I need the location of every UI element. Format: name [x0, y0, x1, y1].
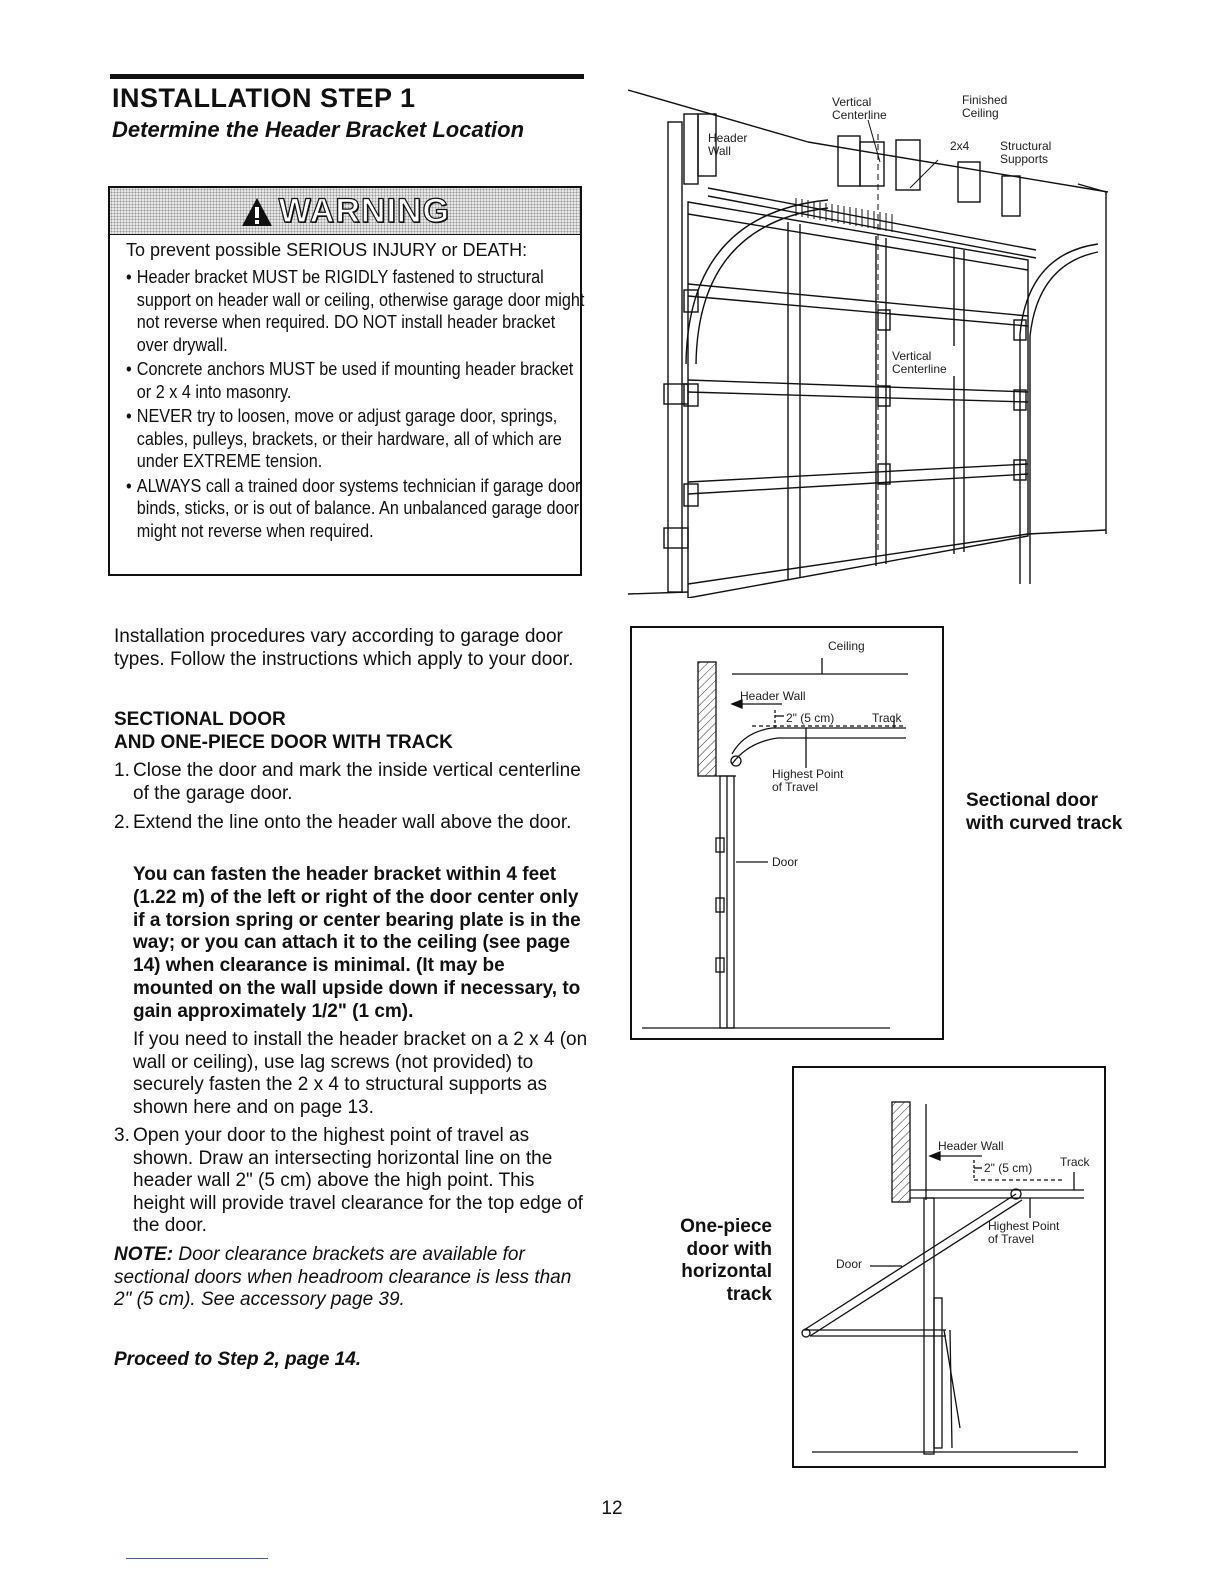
step-text: Open your door to the highest point of travel as shown. Draw an intersecting horizontal line on the header wall 2" (5 cm) above the high point. This height will provide travel clearance for the top edge of the door.: [133, 1125, 583, 1236]
label-track: Track: [1060, 1155, 1090, 1169]
warning-intro: To prevent possible SERIOUS INJURY or DEATH:: [126, 240, 528, 260]
label-header-wall: Header Wall: [938, 1139, 1004, 1153]
label-centerline: Centerline: [832, 108, 887, 122]
warning-item: • Concrete anchors MUST be used if mounting header bracket or 2 x 4 into masonry.: [126, 358, 585, 403]
label-highest-point: Highest Point: [772, 767, 844, 781]
note-text: Door clearance brackets are available for sectional doors when headroom clearance is less than 2" (5 cm). See accessory page 39.: [114, 1244, 572, 1310]
label-vertical-inner: Vertical: [892, 349, 932, 363]
footer-underline: [126, 1558, 268, 1559]
label-2x4: 2x4: [950, 139, 970, 153]
warning-list: [126, 266, 585, 544]
step-number: 1.: [114, 760, 130, 781]
step-number: 3.: [114, 1125, 130, 1146]
warning-item: • Header bracket MUST be RIGIDLY fastened to structural support on header wall or ceiling, otherwise garage door might not reverse when required. DO NOT install header bracket over drywall.: [126, 266, 585, 356]
label-highest-point: Highest Point: [988, 1219, 1060, 1233]
lag-screw-note: If you need to install the header bracket on a 2 x 4 (on wall or ceiling), use lag screws (not provided) to securely fasten the 2 x 4 to structural supports as shown here and on page 13.: [133, 1029, 588, 1118]
label-of-travel: of Travel: [988, 1232, 1035, 1246]
note-label: NOTE:: [114, 1244, 174, 1265]
label-vertical: Vertical: [832, 95, 872, 109]
curved-track-diagram-box: [630, 626, 944, 1040]
step-subtitle: Determine the Header Bracket Location: [112, 117, 525, 142]
step-number: 2.: [114, 812, 130, 833]
horizontal-track-caption: One-piece door with horizontal track: [680, 1216, 772, 1305]
section-heading-line-2: AND ONE-PIECE DOOR WITH TRACK: [114, 732, 453, 753]
step-title: INSTALLATION STEP 1: [112, 83, 416, 113]
label-centerline-inner: Centerline: [892, 362, 947, 376]
horizontal-track-diagram-box: [792, 1066, 1106, 1468]
label-wall: Wall: [708, 144, 731, 158]
label-structural: Structural: [1000, 139, 1052, 153]
warning-banner: [110, 188, 580, 235]
curved-track-diagram: [632, 628, 942, 1038]
warning-box: [108, 186, 585, 576]
label-door: Door: [836, 1257, 863, 1271]
warning-triangle-icon: [240, 196, 274, 228]
instruction-step-3: [114, 1125, 584, 1238]
curved-track-caption: Sectional door with curved track: [966, 790, 1123, 834]
instruction-step-1: [114, 760, 584, 805]
label-gap: 2" (5 cm): [984, 1161, 1033, 1175]
horizontal-track-diagram: [794, 1068, 1104, 1466]
warning-item: • ALWAYS call a trained door systems technician if garage door binds, sticks, or is out of balance. An unbalanced garage door might not reverse when required.: [126, 475, 585, 543]
label-door: Door: [772, 855, 799, 869]
instruction-step-2: [114, 812, 584, 835]
section-heading-line-1: SECTIONAL DOOR: [114, 709, 286, 730]
label-header: Header: [708, 131, 748, 145]
garage-door-illustration: [628, 84, 1108, 598]
top-rule: [110, 74, 584, 79]
mounting-note: You can fasten the header bracket within 4 feet (1.22 m) of the left or right of the door center only if a torsion spring or center bearing plate is in the way; or you can attach it to the ceiling (see page 14) when clearance is minimal. (It may be mounted on the wall upside down if necessary, to gain approximately 1/2" (1 cm).: [133, 864, 581, 1022]
warning-title: WARNING: [278, 192, 450, 230]
label-header-wall: Header Wall: [740, 689, 806, 703]
label-ceiling: Ceiling: [828, 639, 865, 653]
label-track: Track: [872, 711, 902, 725]
label-supports: Supports: [1000, 152, 1049, 166]
proceed-link-text: Proceed to Step 2, page 14.: [114, 1349, 362, 1370]
label-of-travel: of Travel: [772, 780, 819, 794]
page-number: 12: [601, 1498, 623, 1519]
warning-item: • NEVER try to loosen, move or adjust garage door, springs, cables, pulleys, brackets, or their hardware, all of which are under EXTREME tension.: [126, 405, 585, 473]
step-text: Extend the line onto the header wall above the door.: [133, 812, 572, 833]
section-heading: [114, 708, 584, 754]
step-text: Close the door and mark the inside vertical centerline of the garage door.: [133, 760, 581, 804]
label-finished: Finished: [962, 93, 1008, 107]
intro-paragraph: Installation procedures vary according to garage door types. Follow the instructions which apply to your door.: [114, 626, 574, 670]
clearance-note: [114, 1244, 584, 1312]
label-gap: 2" (5 cm): [786, 711, 835, 725]
label-ceiling: Ceiling: [962, 106, 999, 120]
